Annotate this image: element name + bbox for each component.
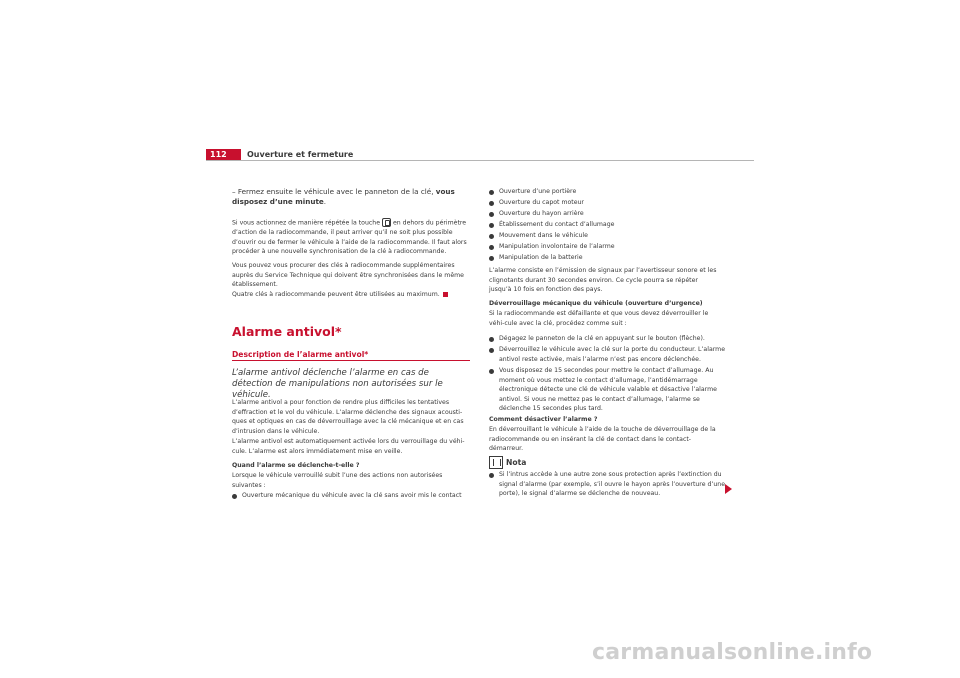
bullet-icon (489, 369, 494, 374)
bullet-icon (489, 234, 494, 239)
list-item: Dégagez le panneton de la clé en appuyant sur le bouton (flèche). (489, 334, 731, 344)
step-bold: vous disposez d’une minute (232, 187, 455, 206)
paragraph-alarm-signal: L’alarme consiste en l’émission de signaux par l’avertisseur sonore et les clignotants durant 30 secondes environ. Ce cycle pourra se répéter jusqu’à 10 fois en fonction des pays. (489, 267, 717, 294)
chapter-heading: Alarme antivol* (232, 324, 342, 339)
bullet-icon (489, 337, 494, 342)
bullet-icon (489, 245, 494, 250)
list-item: Ouverture du capot moteur (489, 198, 731, 208)
list-item: Manipulation de la batterie (489, 253, 731, 263)
section-heading: Description de l’alarme antivol* (232, 350, 369, 359)
section-end-icon (443, 292, 448, 297)
watermark: carmanualsonline.info (592, 640, 873, 665)
paragraph-max-keys: Quatre clés à radiocommande peuvent être utilisées au maximum. (232, 290, 472, 300)
paragraph-emergency-intro: Si la radiocommande est défaillante et que vous devez déverrouiller le véhi-cule avec la clé, procédez comme suit : (489, 310, 709, 327)
list-item: Manipulation involontaire de l’alarme (489, 242, 731, 252)
subheading-triggers: Quand l’alarme se déclenche-t-elle ? (232, 462, 360, 469)
list-item: Déverrouillez le véhicule avec la clé sur la porte du conducteur. L’alarme antivol reste activée, mais l’alarme n’est pas encore déclenchée. (489, 345, 731, 364)
section-heading-rule (232, 360, 470, 361)
bullet-icon (489, 212, 494, 217)
bullet-icon (489, 223, 494, 228)
continue-arrow-icon (725, 484, 732, 494)
subheading-deactivate: Comment désactiver l’alarme ? (489, 416, 598, 423)
list-item: Ouverture d’une portière (489, 187, 731, 197)
list-item: Ouverture du hayon arrière (489, 209, 731, 219)
note-icon (489, 456, 503, 469)
section-title: Ouverture et fermeture (247, 150, 354, 159)
paragraph-repeated-press: Si vous actionnez de manière répétée la touche en dehors du périmètre d’action de la radiocommande, il peut arriver qu’il ne soit plus possible d’ouvrir ou de fermer le véhicule à l’aide de la radiocommande. Il faut alors procéder à une nouvelle synchronisation de la clé à radiocommande. (232, 219, 467, 256)
note-item: Si l’intrus accède à une autre zone sous protection après l’extinction du signal d’alarme (par exemple, s’il ouvre le hayon après l’ouverture d’une porte), le signal d’alarme se déclenche de nouveau. (489, 470, 729, 499)
paragraph-triggers-intro: Lorsque le véhicule verrouillé subit l’une des actions non autorisées suivantes : (232, 472, 443, 489)
list-item: Établissement du contact d’allumage (489, 220, 731, 230)
paragraph-deactivate: En déverrouillant le véhicule à l’aide de la touche de déverrouillage de la radiocommande ou en insérant la clé de contact dans le contact-démarreur. (489, 426, 716, 453)
paragraph-extra-keys: Vous pouvez vous procurer des clés à radiocommande supplémentaires auprès du Service Technique qui doivent être synchronisées dans le même établissement. (232, 262, 464, 289)
bullet-icon (489, 256, 494, 261)
lock-key-icon (382, 218, 391, 227)
note-label: Nota (506, 458, 527, 467)
page-number-tab: 112 (206, 149, 241, 160)
list-item: Vous disposez de 15 secondes pour mettre le contact d’allumage. Au moment où vous mettez le contact d’allumage, l’antidémarrage électronique détecte une clé de véhicule valable et désactive l’alarme antivol. Si vous ne mettez pas le contact d’allumage, l’alarme se déclenche 15 secondes plus tard. (489, 366, 731, 414)
bullet-icon (489, 473, 494, 478)
bullet-icon (232, 494, 237, 499)
lead-paragraph: L’alarme antivol déclenche l’alarme en cas de détection de manipulations non autorisées sur le véhicule. (232, 368, 443, 400)
dash-marker: – (232, 187, 238, 196)
step-instruction: – Fermez ensuite le véhicule avec le panneton de la clé, vous disposez d’une minute. (232, 187, 455, 206)
subheading-emergency-unlock: Déverrouillage mécanique du véhicule (ouverture d’urgence) (489, 300, 703, 307)
paragraph-activation: L’alarme antivol est automatiquement activée lors du verrouillage du véhi-cule. L’alarme est alors immédiatement mise en veille. (232, 438, 465, 455)
list-item: Ouverture mécanique du véhicule avec la clé sans avoir mis le contact (232, 491, 482, 501)
header-rule (206, 160, 754, 161)
bullet-icon (489, 201, 494, 206)
bullet-icon (489, 348, 494, 353)
bullet-icon (489, 190, 494, 195)
list-item: Mouvement dans le véhicule (489, 231, 731, 241)
paragraph-purpose: L’alarme antivol a pour fonction de rendre plus difficiles les tentatives d’effraction et le vol du véhicule. L’alarme déclenche des signaux acousti-ques et optiques en cas de déverrouillage avec la clé mécanique et en cas d’intrusion dans le véhicule. (232, 399, 464, 435)
